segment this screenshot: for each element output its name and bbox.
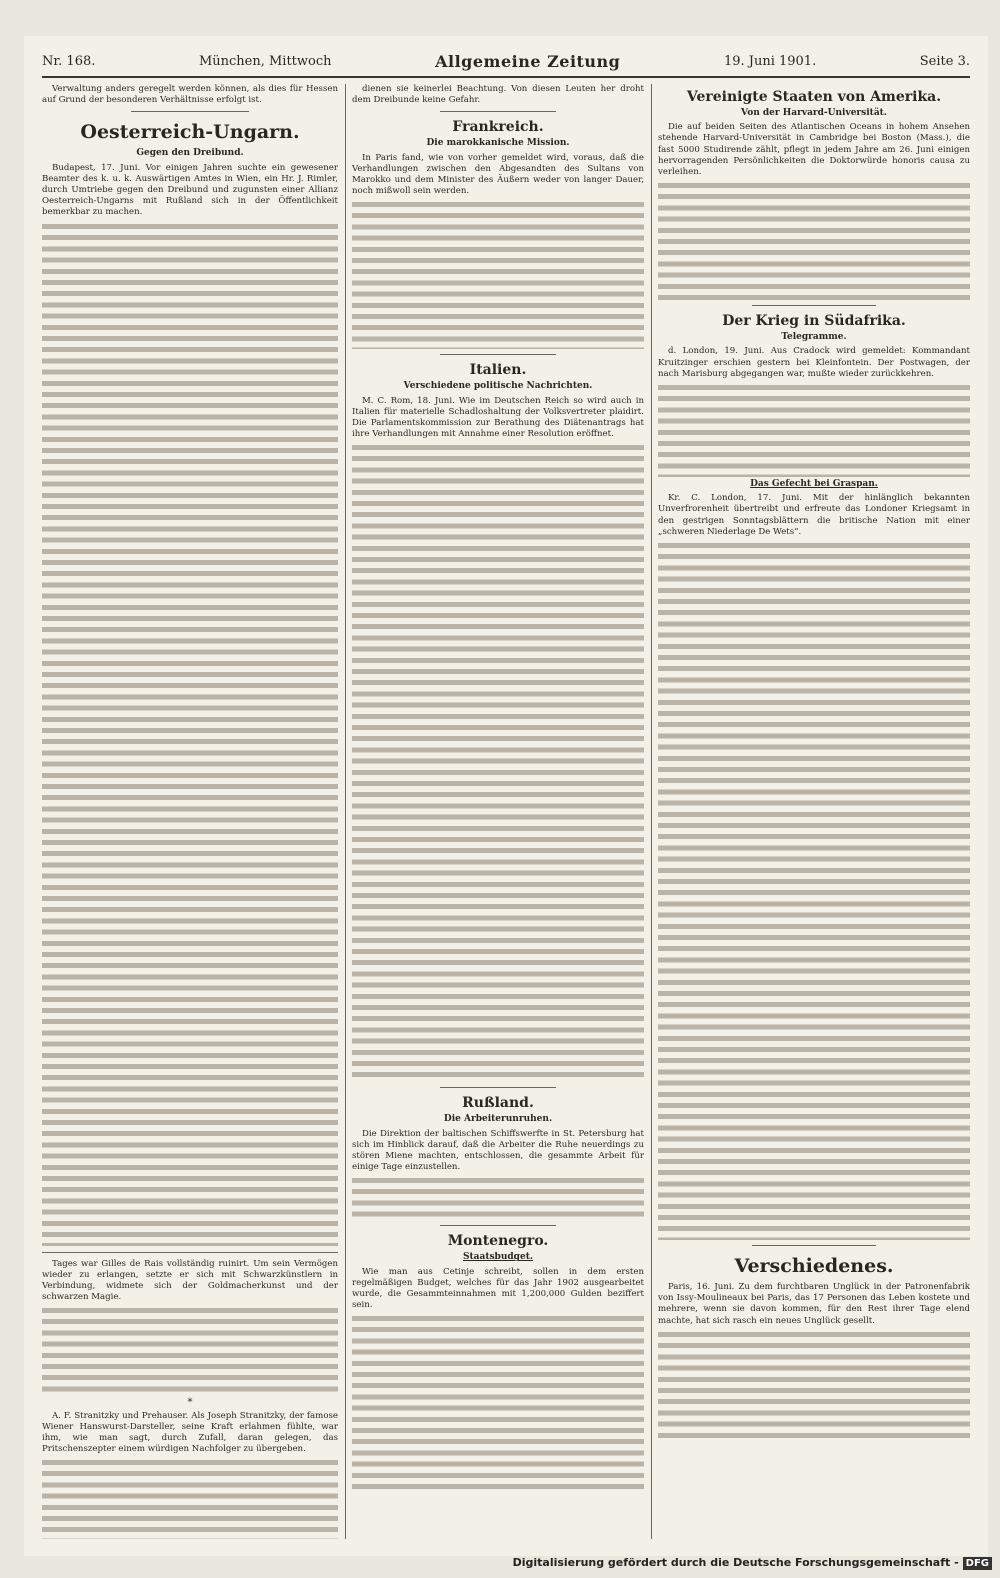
section-divider xyxy=(131,111,249,112)
section-divider xyxy=(440,111,557,112)
article-body xyxy=(658,180,970,300)
section-divider xyxy=(440,1225,557,1226)
article-subtitle: Verschiedene politische Nachrichten. xyxy=(403,381,593,392)
article-subtitle: Staatsbudget. xyxy=(463,1252,533,1263)
article-body xyxy=(658,1329,970,1439)
article-lead: Kr. C. London, 17. Juni. Mit der hinlänglich bekannten Unverfrorenheit übertreibt und erfreute das Londoner Kriegsamt in den gestrigen Sonntagsblättern die britische Nation mit einer „schweren Niederlage De Wets“. xyxy=(658,493,970,537)
article-body xyxy=(658,540,970,1240)
article-body xyxy=(658,382,970,477)
dfg-logo: DFG xyxy=(963,1557,992,1570)
section-title-montenegro: Montenegro. xyxy=(447,1233,549,1250)
page-header xyxy=(42,46,970,78)
feuilleton-text: Tages war Gilles de Rais vollständig ruinirt. Um sein Vermögen wieder zu erlangen, setzte er sich mit Schwarzkünstlern in Verbindung, widmete sich der Goldmacherkunst und der schwarzen Magie. xyxy=(42,1258,338,1303)
article-text: Verwaltung anders geregelt werden können, als dies für Hessen auf Grund der besonderen Verhältnisse erfolgt ist. xyxy=(42,84,338,106)
column-divider xyxy=(651,84,652,1539)
feuilleton-divider xyxy=(42,1252,338,1253)
column-2 xyxy=(352,84,644,1539)
place-date: München, Mittwoch xyxy=(198,53,332,69)
digitization-credit xyxy=(513,1556,992,1570)
article-body xyxy=(42,221,338,1246)
article-subtitle: Von der Harvard-Universität. xyxy=(741,108,887,118)
article-subtitle: Telegramme. xyxy=(781,332,847,343)
article-subtitle: Das Gefecht bei Graspan. xyxy=(750,479,878,490)
article-lead: In Paris fand, wie von vorher gemeldet wird, voraus, daß die Verhandlungen zwischen den Abgesandten des Sultans von Marokko und dem Minister des Äußern weder von langer Dauer, noch mißwoll sein werden. xyxy=(352,152,644,197)
article-text: dienen sie keinerlei Beachtung. Von diesen Leuten her droht dem Dreibunde keine Gefahr. xyxy=(352,84,644,106)
article-body xyxy=(352,1313,644,1493)
column-1 xyxy=(42,84,338,1539)
article-body xyxy=(352,442,644,1082)
credit-text: Digitalisierung gefördert durch die Deutsche Forschungsgemeinschaft - xyxy=(512,1556,959,1569)
section-title-war: Der Krieg in Südafrika. xyxy=(722,313,906,330)
section-title-italy: Italien. xyxy=(469,362,527,379)
article-body xyxy=(352,199,644,349)
section-divider xyxy=(440,1087,557,1088)
issue-date: 19. Juni 1901. xyxy=(723,53,817,69)
article-body xyxy=(352,1175,644,1220)
article-lead: Die Direktion der baltischen Schiffswerfte in St. Petersburg hat sich im Hinblick darauf, daß die Arbeiter die Ruhe neuerdings zu stören Miene machten, entschlossen, die gesammte Arbeit für einige Tage einzustellen. xyxy=(352,1128,644,1173)
article-lead: Budapest, 17. Juni. Vor einigen Jahren suchte ein gewesener Beamter des k. u. k. Auswärtigen Amtes in Wien, ein Hr. J. Rimler, durch Umtriebe gegen den Dreibund und zugunsten einer Allianz Oesterreich-Ungarns mit Rußland sich in der Öffentlichkeit bemerkbar zu machen. xyxy=(42,162,338,218)
issue-number: Nr. 168. xyxy=(42,53,96,69)
article-lead: d. London, 19. Juni. Aus Cradock wird gemeldet: Kommandant Kruitzinger erschien gestern bei Kleinfontein. Der Postwagen, der nach Marisburg abgegangen war, mußte wieder zurückkehren. xyxy=(658,346,970,379)
article-subtitle: Die Arbeiterunruhen. xyxy=(443,1114,553,1125)
section-title-russia: Rußland. xyxy=(462,1095,534,1112)
section-title-misc: Verschiedenes. xyxy=(734,1255,894,1278)
article-lead: Wie man aus Cetinje schreibt, sollen in dem ersten regelmäßigen Budget, welches für das Jahr 1902 ausgearbeitet wurde, die Gesammteinnahmen mit 1,200,000 Gulden beziffert sein. xyxy=(352,1266,644,1311)
section-title-austria: Oesterreich-Ungarn. xyxy=(80,121,300,144)
separator-star: * xyxy=(187,1397,193,1409)
feuilleton-body xyxy=(42,1305,338,1395)
article-lead: Die auf beiden Seiten des Atlantischen Oceans in hohem Ansehen stehende Harvard-Universität in Cambridge bei Boston (Mass.), die fast 5000 Studirende zählt, pflegt in jedem Jahre am 26. Juni einigen hervorragenden Persönlichkeiten die Doktorwürde honoris causa zu verleihen. xyxy=(658,122,970,178)
section-divider xyxy=(752,305,877,306)
section-divider xyxy=(752,1245,877,1246)
newspaper-page xyxy=(24,36,988,1556)
feuilleton-body xyxy=(42,1457,338,1539)
page-number: Seite 3. xyxy=(919,53,970,69)
article-subtitle: Die marokkanische Mission. xyxy=(426,138,570,149)
section-divider xyxy=(440,354,557,355)
section-title-usa: Vereinigte Staaten von Amerika. xyxy=(686,89,942,105)
column-divider xyxy=(345,84,346,1539)
article-lead: Paris, 16. Juni. Zu dem furchtbaren Unglück in der Patronenfabrik von Issy-Moulineaux bei Paris, das 17 Personen das Leben kostete und mehrere, wenn sie davon kommen, für den Rest ihrer Tage elend machte, hat sich rasch ein neues Unglück gesellt. xyxy=(658,1282,970,1326)
feuilleton-text: A. F. Stranitzky und Prehauser. Als Joseph Stranitzky, der famose Wiener Hanswurst-Darsteller, seine Kraft erlahmen fühlte, war ihm, wie man sagt, durch Zufall, daran gelegen, das Pritschenszepter einem würdigen Nachfolger zu übergeben. xyxy=(42,1410,338,1455)
section-title-france: Frankreich. xyxy=(452,119,544,136)
article-subtitle: Gegen den Dreibund. xyxy=(136,148,244,159)
column-3 xyxy=(658,84,970,1539)
article-lead: M. C. Rom, 18. Juni. Wie im Deutschen Reich so wird auch in Italien für materielle Schadloshaltung der Volksvertreter plaidirt. Die Parlamentskommission zur Berathung des Diätenantrags hat ihre Verhandlungen mit Annahme einer Resolution eröffnet. xyxy=(352,395,644,440)
masthead: Allgemeine Zeitung xyxy=(435,51,621,71)
